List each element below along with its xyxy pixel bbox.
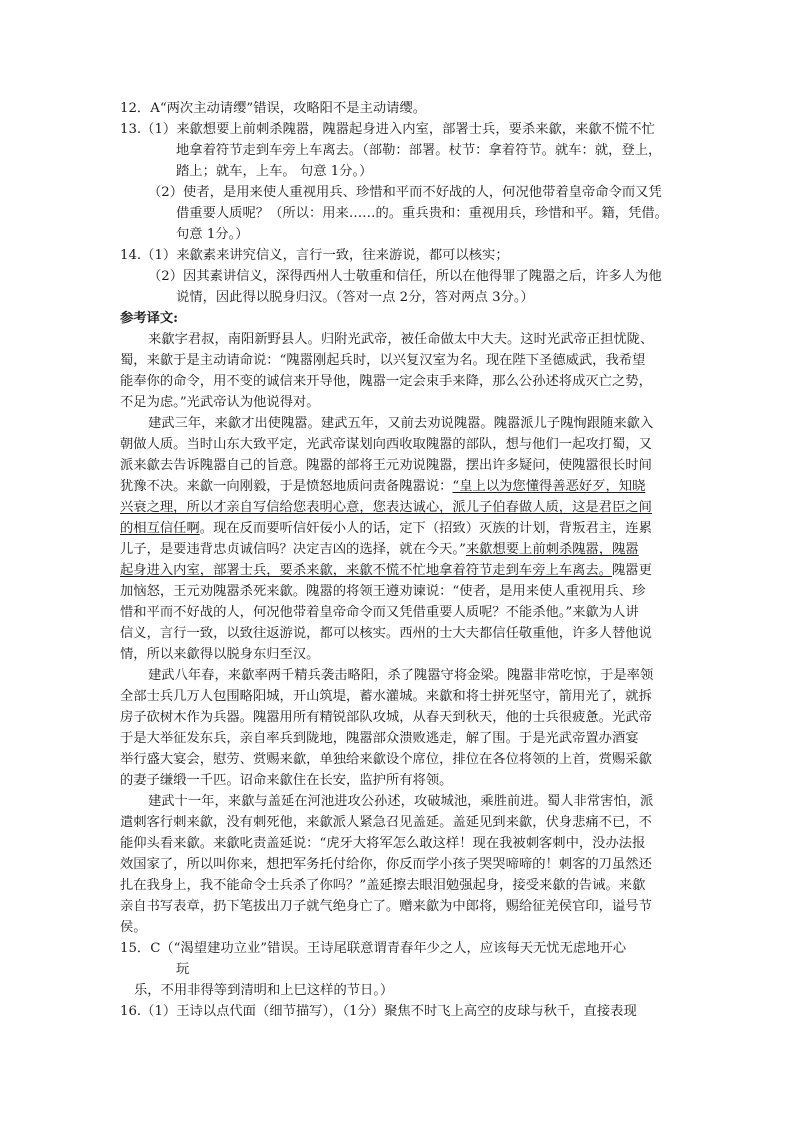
answer-13-line: 句意 1分。）: [176, 227, 249, 242]
translation-line: 能奉你的命令，用不变的诚信来开导他，隗嚣一定会束手来降，那么公孙述将成灭亡之势，: [120, 374, 652, 389]
translation-line: 能仰头看来歙。来歙叱责盖延说：“虎牙大将军怎么敢这样！现在我被刺客刺中，没办法报: [120, 836, 646, 851]
translation-line: 加恼怒，王元劝隗嚣杀死来歙。隗嚣的将领王遵劝谏说：“使者，是用来使人重视用兵、珍: [120, 584, 646, 599]
answer-13-line: 13.（1）来歙想要上前刺杀隗嚣，隗嚣起身进入内室，部署士兵，要杀来歙，来歙不慌不忙: [120, 122, 655, 137]
answer-13-line: 踏上；就车，上车。 句意 1分。）: [176, 164, 373, 179]
translation-line: 侯。: [120, 920, 147, 935]
answer-14-line: （2）因其素讲信义，深得西州人士敬重和信任，所以在他得罪了隗嚣之后，许多人为他: [148, 269, 662, 284]
answer-14-line: 说情，因此得以脱身归汉。（答对一点 2分，答对两点 3分。）: [176, 290, 534, 305]
answer-13-line: 借重要人质呢？（所以：用来……的。重兵贵和：重视用兵，珍惜和平。籍，凭借。: [176, 206, 668, 221]
translation-text: 儿子，是要违背忠贞诚信吗？决定吉凶的选择，就在今天。”: [120, 542, 466, 557]
answer-16-line: 16.（1）王诗以点代面（细节描写），（1分）聚焦不时飞上高空的皮球与秋千，直接表现: [120, 1004, 637, 1019]
answer-15-line: 玩: [176, 962, 190, 977]
translation-line: [120, 563, 652, 579]
underlined-sentence: 来歙想要上前刺杀隗嚣，隗嚣: [465, 542, 639, 557]
translation-text: 。现在反而要听信奸佞小人的话，定下（招致）灭族的计划，背叛君主，连累: [199, 521, 652, 536]
translation-line: 蜀，来歙于是主动请命说：“隗嚣刚起兵时，以兴复汉室为名。现在陛下圣德威武，我希望: [120, 353, 646, 368]
translation-line: 效国家了，所以叫你来，想把军务托付给你，你反而学小孩子哭哭啼啼的！刺客的刀虽然还: [120, 857, 652, 872]
translation-text: 犹豫不决。来歙一向刚毅，于是愤怒地质问责备隗嚣说：: [120, 479, 453, 494]
answer-15-line: 15．C（“渴望建功立业”错误。王诗尾联意谓青春年少之人，应该每天无忧无虑地开心: [120, 941, 627, 956]
answer-14-line: 14.（1）来歙素来讲究信义，言行一致，往来游说，都可以核实；: [120, 248, 509, 263]
translation-line: 建武十一年，来歙与盖延在河池进攻公孙述，攻破城池，乘胜前进。蜀人非常害怕，派: [148, 794, 654, 809]
underlined-sentence: 起身进入内室，部署士兵，要杀来歙，来歙不慌不忙地拿着符节走到车旁上车离去。: [120, 563, 612, 578]
answer-13-line: （2）使者，是用来使人重视用兵、珍惜和平而不好战的人，何况他带着皇帝命令而又凭: [148, 185, 662, 200]
answer-15-line: 乐，不用非得等到清明和上巳这样的节日。）: [134, 983, 394, 998]
translation-line: [120, 542, 639, 558]
translation-line: 于是大举征发东兵，亲自率兵到陇地，隗嚣部众溃败逃走，解了围。于是光武帝置办酒宴: [120, 731, 639, 746]
underlined-quote: “皇上以为您懂得善恶好歹，知晓: [452, 479, 646, 494]
translation-line: 来歙字君叔，南阳新野县人。归附光武帝，被任命做太中大夫。这时光武帝正担忧陇、: [148, 332, 654, 347]
translation-line: 建武八年春，来歙率两千精兵袭击略阳，杀了隗嚣守将金梁。隗嚣非常吃惊，于是率领: [148, 668, 654, 683]
translation-line: 亲自书写表章，扔下笔拔出刀子就气绝身亡了。赠来歙为中郎将，赐给征羌侯官印，谥号节: [120, 899, 652, 914]
translation-heading: 参考译文:: [120, 311, 179, 326]
translation-line: 建武三年，来歙才出使隗嚣。建武五年，又前去劝说隗嚣。隗嚣派儿子隗恂跟随来歙入: [148, 416, 654, 431]
translation-line: [120, 479, 645, 495]
translation-line: 扎在我身上，我不能命令士兵杀了你吗？”盖延擦去眼泪勉强起身，接受来歙的告诫。来歙: [120, 878, 646, 893]
translation-line: 遣刺客行刺来歙，没有刺死他，来歙派人紧急召见盖延。盖延见到来歙，伏身悲痛不已，不: [120, 815, 652, 830]
translation-line: 惜和平而不好战的人，何况他带着皇帝命令而又凭借重要人质呢？不能杀他。”来歙为人讲: [120, 605, 639, 620]
translation-line: 房子砍树木作为兵器。隗嚣用所有精锐部队攻城，从春天到秋天，他的士兵很疲惫。光武帝: [120, 710, 652, 725]
translation-text: 隗嚣更: [611, 563, 652, 578]
translation-line: 的妻子缣缎一千匹。诏命来歙住在长安，监护所有将领。: [120, 773, 453, 788]
translation-line: 信义，言行一致，以致往返游说，都可以核实。西州的士大夫都信任敬重他，许多人替他说: [120, 626, 652, 641]
translation-line: 情，所以来歙得以脱身东归至汉。: [120, 647, 320, 662]
translation-line: [120, 500, 652, 516]
translation-line: [120, 521, 652, 537]
underlined-quote: 兴衰之理，所以才亲自写信给您表明心意，您表达诚心，派儿子伯春做人质，这是君臣之间: [120, 500, 652, 515]
answer-12: 12．A“两次主动请缨”错误，攻略阳不是主动请缨。: [120, 101, 427, 116]
underlined-quote: 的相互信任啊: [120, 521, 200, 536]
translation-line: 全部士兵几万人包围略阳城，开山筑堤，蓄水灌城。来歙和将士拼死坚守，箭用光了，就拆: [120, 689, 652, 704]
translation-line: 朝做人质。当时山东大致平定，光武帝谋划向西收取隗嚣的部队，想与他们一起攻打蜀，又: [120, 437, 652, 452]
translation-line: 派来歙去告诉隗嚣自己的旨意。隗嚣的部将王元劝说隗嚣，摆出许多疑问，使隗嚣很长时间: [120, 458, 652, 473]
translation-line: 举行盛大宴会，慰劳、赏赐来歙，单独给来歙设个席位，排位在各位将领的上首，赏赐采歙: [120, 752, 652, 767]
translation-line: 不足为虑。”光武帝认为他说得对。: [120, 395, 320, 410]
answer-13-line: 地拿着符节走到车旁上车离去。（部勒：部署。杖节：拿着符节。就车：就，登上，: [176, 143, 662, 158]
